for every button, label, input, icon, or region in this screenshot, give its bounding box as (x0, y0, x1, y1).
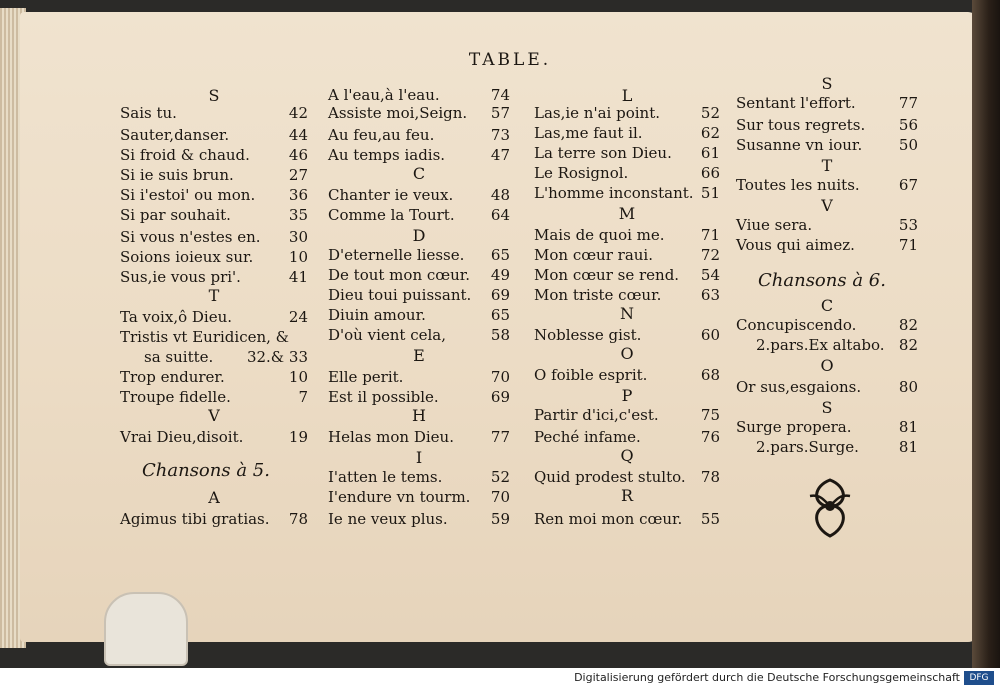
entry-page-number: 69 (490, 286, 510, 304)
entry-page-number: 81 (898, 438, 918, 456)
entry-title: Surge propera. (736, 418, 852, 436)
section-letter: L (621, 86, 633, 105)
entry-page-number: 65 (490, 246, 510, 264)
section-letter: D (412, 226, 426, 245)
entry-page-number: 10 (288, 368, 308, 386)
section-letter: C (412, 164, 426, 183)
entry-title: La terre son Dieu. (534, 144, 672, 162)
entry-title: Tristis vt Euridicen, & (120, 328, 290, 346)
entry-title: Si par souhait. (120, 206, 231, 224)
entry-title: Le Rosignol. (534, 164, 629, 182)
entry-page-number: 77 (490, 428, 510, 446)
page-clip (104, 592, 188, 666)
entry-title: Mon triste cœur. (534, 286, 662, 304)
entry-title: Si ie suis brun. (120, 166, 234, 184)
entry-title: Vous qui aimez. (736, 236, 855, 254)
footer-bar (0, 668, 1000, 689)
section-letter: E (413, 346, 425, 365)
entry-title: Sais tu. (120, 104, 177, 122)
entry-title: Si vous n'estes en. (120, 228, 261, 246)
entry-page-number: 47 (490, 146, 510, 164)
entry-title: Ren moi mon cœur. (534, 510, 683, 528)
entry-title: Or sus,esgaions. (736, 378, 862, 396)
entry-page-number: 77 (898, 94, 918, 112)
entry-page-number: 32.& 33 (246, 348, 308, 366)
entry-page-number: 81 (898, 418, 918, 436)
entry-title: Noblesse gist. (534, 326, 642, 344)
entry-title: Agimus tibi gratias. (120, 510, 270, 528)
entry-title: Las,me faut il. (534, 124, 643, 142)
entry-page-number: 44 (288, 126, 308, 144)
entry-page-number: 67 (898, 176, 918, 194)
entry-page-number: 74 (490, 86, 510, 104)
entry-title: Assiste moi,Seign. (328, 104, 468, 122)
entry-title: Dieu toui puissant. (328, 286, 472, 304)
entry-title: Ie ne veux plus. (328, 510, 448, 528)
entry-page-number: 24 (288, 308, 308, 326)
entry-page-number: 71 (898, 236, 918, 254)
entry-page-number: 51 (700, 184, 720, 202)
section-letter: H (412, 406, 426, 425)
entry-page-number: 59 (490, 510, 510, 528)
entry-title: Comme la Tourt. (328, 206, 455, 224)
entry-page-number: 41 (288, 268, 308, 286)
entry-title: I'endure vn tourm. (328, 488, 471, 506)
entry-title: Est il possible. (328, 388, 439, 406)
entry-title: D'eternelle liesse. (328, 246, 465, 264)
entry-title: Mon cœur raui. (534, 246, 653, 264)
entry-page-number: 50 (898, 136, 918, 154)
entry-page-number: 7 (298, 388, 308, 406)
entry-page-number: 69 (490, 388, 510, 406)
section-letter: A (208, 488, 220, 507)
entry-page-number: 30 (288, 228, 308, 246)
entry-title: Toutes les nuits. (736, 176, 860, 194)
entry-title: Vrai Dieu,disoit. (120, 428, 244, 446)
entry-title: L'homme inconstant. (534, 184, 694, 202)
entry-page-number: 82 (898, 336, 918, 354)
entry-page-number: 52 (700, 104, 720, 122)
footer-credit: Digitalisierung gefördert durch die Deutsche Forschungsgemeinschaft (574, 671, 960, 684)
entry-page-number: 71 (700, 226, 720, 244)
entry-title: I'atten le tems. (328, 468, 443, 486)
entry-title: Sus,ie vous pri'. (120, 268, 241, 286)
entry-page-number: 36 (288, 186, 308, 204)
section-letter: N (620, 304, 634, 323)
entry-page-number: 49 (490, 266, 510, 284)
section-letter: O (620, 344, 634, 363)
entry-title: Chanter ie veux. (328, 186, 454, 204)
entry-page-number: 70 (490, 488, 510, 506)
entry-title: Au feu,au feu. (328, 126, 435, 144)
entry-title: 2.pars.Surge. (756, 438, 859, 456)
entry-title: 2.pars.Ex altabo. (756, 336, 885, 354)
entry-page-number: 64 (490, 206, 510, 224)
entry-title: Sauter,danser. (120, 126, 230, 144)
entry-page-number: 72 (700, 246, 720, 264)
book-binding (972, 0, 1000, 668)
entry-title: A l'eau,à l'eau. (328, 86, 440, 104)
entry-page-number: 54 (700, 266, 720, 284)
entry-page-number: 46 (288, 146, 308, 164)
entry-title: Sentant l'effort. (736, 94, 856, 112)
entry-page-number: 62 (700, 124, 720, 142)
entry-page-number: 60 (700, 326, 720, 344)
entry-title: sa suitte. (144, 348, 214, 366)
entry-page-number: 42 (288, 104, 308, 122)
entry-title: Las,ie n'ai point. (534, 104, 660, 122)
entry-page-number: 75 (700, 406, 720, 424)
section-letter: S (208, 86, 220, 105)
entry-page-number: 78 (700, 468, 720, 486)
entry-page-number: 82 (898, 316, 918, 334)
entry-page-number: 65 (490, 306, 510, 324)
entry-title: Si i'estoi' ou mon. (120, 186, 256, 204)
entry-page-number: 10 (288, 248, 308, 266)
entry-title: Elle perit. (328, 368, 404, 386)
entry-title: Susanne vn iour. (736, 136, 863, 154)
section-letter: T (208, 286, 220, 305)
entry-page-number: 68 (700, 366, 720, 384)
section-letter: V (208, 406, 220, 425)
entry-title: Partir d'ici,c'est. (534, 406, 659, 424)
entry-title: Si froid & chaud. (120, 146, 250, 164)
section-heading: Chansons à 6. (758, 270, 886, 291)
entry-page-number: 55 (700, 510, 720, 528)
entry-title: Concupiscendo. (736, 316, 857, 334)
entry-page-number: 35 (288, 206, 308, 224)
entry-title: O foible esprit. (534, 366, 648, 384)
section-letter: M (618, 204, 636, 223)
section-letter: O (820, 356, 834, 375)
section-letter: I (415, 448, 423, 467)
entry-page-number: 53 (898, 216, 918, 234)
section-letter: S (821, 74, 833, 93)
page-title: TABLE. (468, 50, 552, 70)
entry-page-number: 78 (288, 510, 308, 528)
section-letter: Q (620, 446, 634, 465)
entry-title: Peché infame. (534, 428, 641, 446)
entry-title: Au temps iadis. (328, 146, 446, 164)
section-letter: P (621, 386, 633, 405)
entry-title: Mais de quoi me. (534, 226, 665, 244)
entry-title: Mon cœur se rend. (534, 266, 680, 284)
section-letter: T (821, 156, 833, 175)
entry-title: Viue sera. (736, 216, 813, 234)
entry-page-number: 70 (490, 368, 510, 386)
entry-title: Quid prodest stulto. (534, 468, 686, 486)
entry-title: Ta voix,ô Dieu. (120, 308, 233, 326)
dfg-logo: DFG (964, 671, 994, 685)
entry-page-number: 76 (700, 428, 720, 446)
section-heading: Chansons à 5. (142, 460, 270, 481)
entry-page-number: 58 (490, 326, 510, 344)
entry-title: D'où vient cela, (328, 326, 447, 344)
entry-title: Diuin amour. (328, 306, 426, 324)
entry-title: Soions ioieux sur. (120, 248, 254, 266)
entry-page-number: 48 (490, 186, 510, 204)
entry-page-number: 19 (288, 428, 308, 446)
entry-page-number: 66 (700, 164, 720, 182)
entry-title: Helas mon Dieu. (328, 428, 454, 446)
entry-page-number: 27 (288, 166, 308, 184)
section-letter: S (821, 398, 833, 417)
section-letter: C (820, 296, 834, 315)
entry-page-number: 56 (898, 116, 918, 134)
section-letter: V (821, 196, 833, 215)
section-letter: R (620, 486, 634, 505)
entry-page-number: 80 (898, 378, 918, 396)
entry-title: De tout mon cœur. (328, 266, 471, 284)
entry-page-number: 52 (490, 468, 510, 486)
fleuron-ornament (804, 476, 856, 540)
entry-page-number: 63 (700, 286, 720, 304)
entry-page-number: 61 (700, 144, 720, 162)
entry-title: Trop endurer. (120, 368, 225, 386)
entry-page-number: 57 (490, 104, 510, 122)
entry-title: Troupe fidelle. (120, 388, 231, 406)
entry-page-number: 73 (490, 126, 510, 144)
entry-title: Sur tous regrets. (736, 116, 866, 134)
